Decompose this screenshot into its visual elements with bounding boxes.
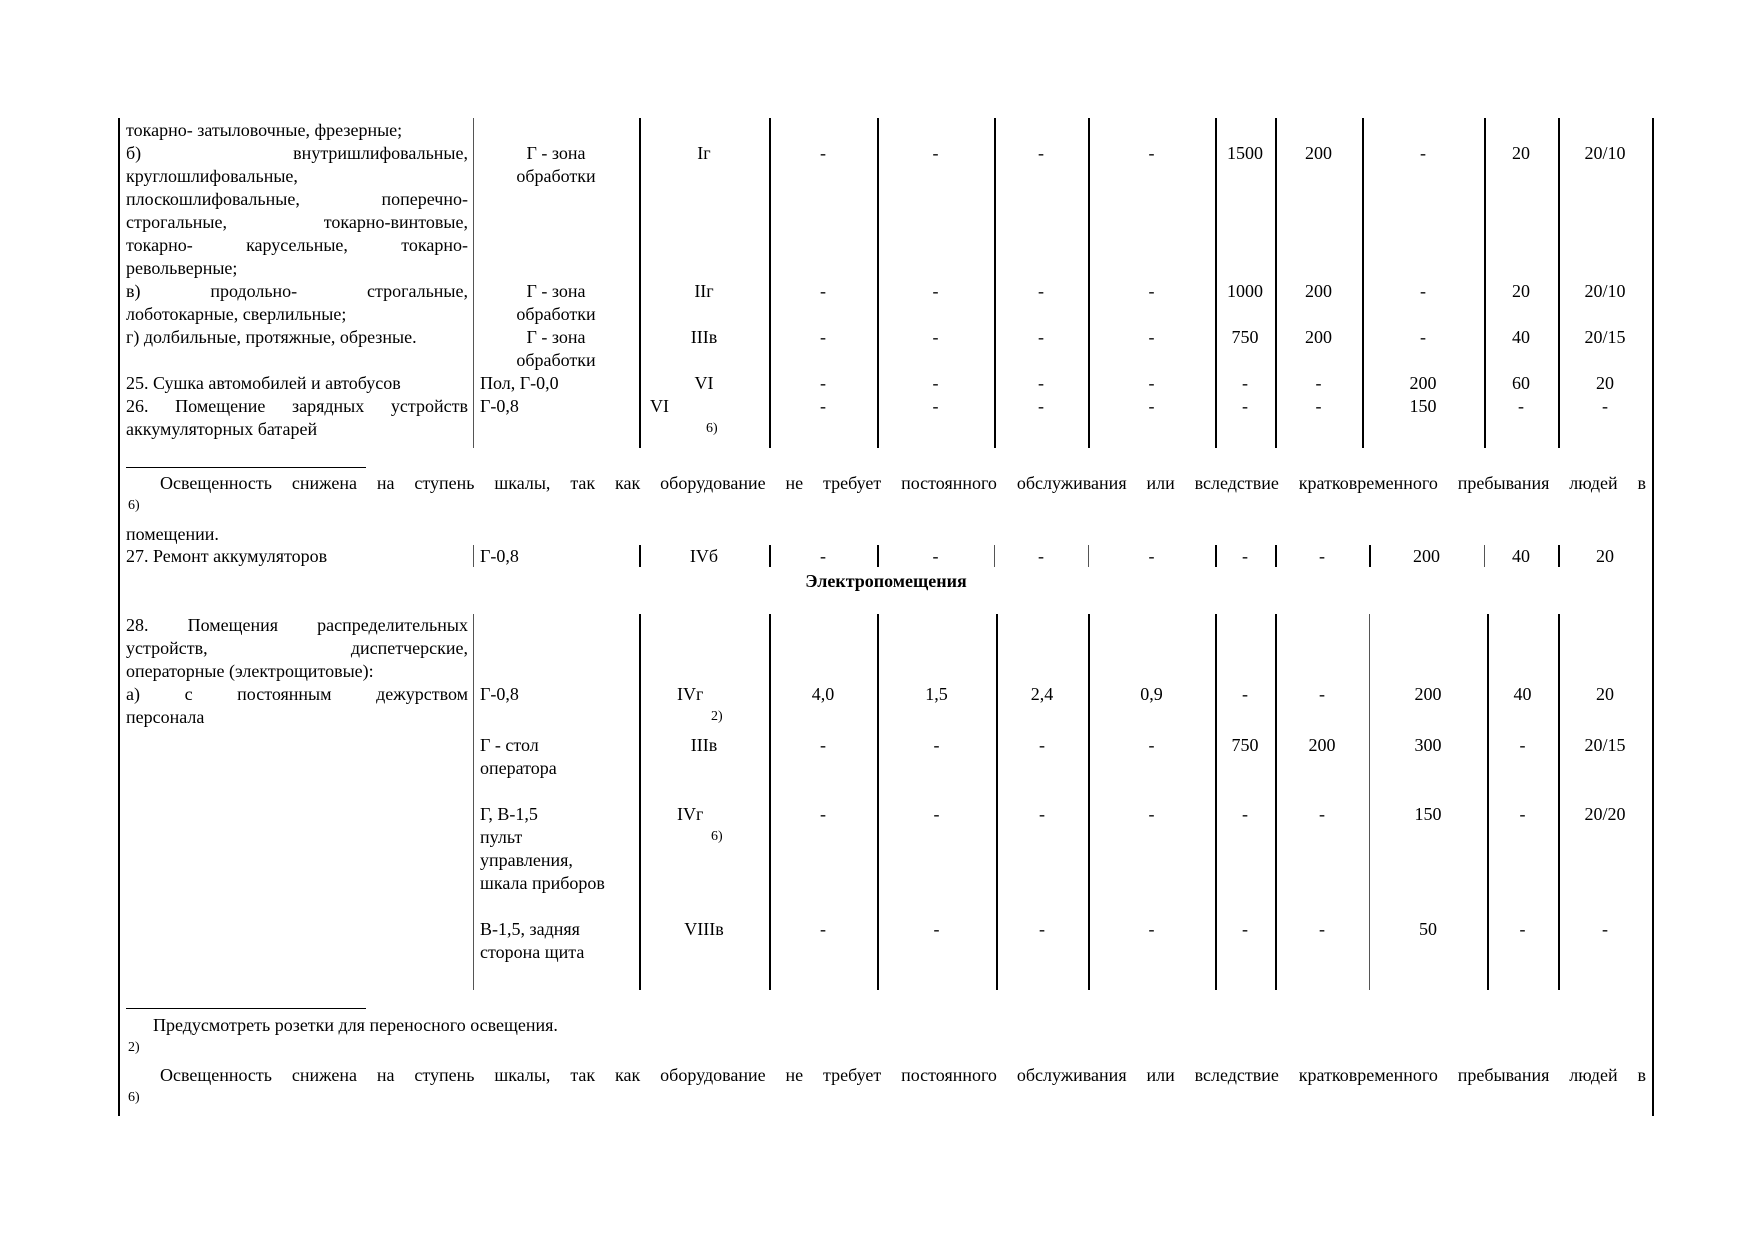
category-note: 2) [711,709,723,724]
value-cell: - [1519,735,1526,755]
row-desc: токарно- затыловочные, фрезерные; [126,120,403,140]
row-desc: в) продольно- строгальные, [126,281,468,301]
plane-cell: обработки [516,350,596,370]
category-cell: IIг [694,281,714,301]
row-desc: лоботокарные, сверлильные; [126,304,347,324]
value-cell: - [1038,396,1044,416]
plane-cell: В-1,5, задняя [480,919,580,939]
value-cell: 40 [1512,546,1530,566]
plane-cell: управления, [480,850,573,870]
value-cell: - [820,143,826,163]
col-line [1484,545,1485,567]
category-cell: VIIIв [684,919,724,939]
value-cell: - [1038,373,1044,393]
value-cell: - [820,327,826,347]
value-cell: - [1148,804,1155,824]
value-cell: - [1039,735,1045,755]
value-cell: 200 [1305,327,1332,347]
value-cell: - [1519,919,1526,939]
col-line [473,545,474,567]
row-desc: 27. Ремонт аккумуляторов [126,546,328,566]
row-desc: круглошлифовальные, [126,166,298,186]
plane-cell: Г - зона [526,281,586,301]
row-desc: 28. Помещения распределительных [126,615,468,635]
row-desc: револьверные; [126,258,238,278]
value-cell: 200 [1305,281,1332,301]
value-cell: - [932,396,939,416]
plane-cell: Г, В-1,5 [480,804,538,824]
value-cell: - [1148,327,1155,347]
value-cell: 20/20 [1584,804,1626,824]
footnote-text: Предусмотреть розетки для переносного освещения. [153,1015,558,1035]
value-cell: - [932,373,939,393]
value-cell: - [1242,684,1248,704]
value-cell: - [1518,396,1524,416]
value-cell: - [1319,804,1325,824]
col-line [473,118,474,448]
plane-cell: сторона щита [480,942,585,962]
value-cell: 0,9 [1140,684,1163,704]
row-desc: строгальные, токарно-винтовые, [126,212,468,232]
value-cell: - [1315,373,1322,393]
value-cell: - [1148,373,1155,393]
value-cell: - [820,281,826,301]
footnote-text: помещении. [126,524,219,544]
value-cell: - [1148,546,1155,566]
footnote-separator [126,1008,366,1009]
category-cell: IIIв [690,327,718,347]
plane-cell: пульт [480,827,523,847]
value-cell: - [820,735,826,755]
row-desc: 25. Сушка автомобилей и автобусов [126,373,401,393]
value-cell: 750 [1231,735,1259,755]
row-desc: а) с постоянным дежурством [126,684,468,704]
value-cell: 1,5 [925,684,948,704]
value-cell: - [820,804,826,824]
value-cell: 20/10 [1584,281,1626,301]
value-cell: - [1038,281,1044,301]
value-cell: 200 [1305,143,1332,163]
plane-cell: Г-0,8 [480,396,519,416]
value-cell: 20 [1512,143,1530,163]
value-cell: 20 [1596,684,1614,704]
plane-cell: шкала приборов [480,873,605,893]
value-cell: - [820,546,826,566]
row-desc: 26. Помещение зарядных устройств [126,396,468,416]
value-cell: 60 [1512,373,1530,393]
value-cell: - [1315,396,1322,416]
value-cell: - [1602,396,1608,416]
value-cell: - [1148,735,1155,755]
row-desc: аккумуляторных батарей [126,419,318,439]
value-cell: 4,0 [811,684,835,704]
value-cell: - [1038,327,1044,347]
value-cell: - [1319,684,1325,704]
category-cell: VI [694,373,714,393]
row-desc: операторные (электрощитовые): [126,661,374,681]
value-cell: - [1420,281,1426,301]
value-cell: 200 [1409,373,1437,393]
value-cell: 20 [1512,281,1530,301]
value-cell: - [1148,143,1155,163]
value-cell: - [1242,919,1248,939]
value-cell: - [933,735,940,755]
value-cell: - [1602,919,1608,939]
value-cell: - [1420,143,1426,163]
value-cell: 20/10 [1584,143,1626,163]
row-desc: устройств, диспетчерские, [126,638,468,658]
value-cell: - [1039,919,1045,939]
category-note: 6) [706,421,718,436]
category-cell: IVг [677,684,704,704]
footnote-mark: 2) [128,1040,140,1055]
value-cell: 20/15 [1584,735,1626,755]
value-cell: - [932,546,939,566]
value-cell: - [820,396,826,416]
plane-cell: обработки [516,166,596,186]
value-cell: - [1038,143,1044,163]
footnote-mark: 6) [128,1090,140,1105]
value-cell: 1000 [1227,281,1263,301]
value-cell: 750 [1231,327,1259,347]
value-cell: 40 [1512,327,1530,347]
value-cell: 150 [1409,396,1437,416]
value-cell: - [1319,919,1325,939]
right-border [1652,118,1654,1116]
value-cell: 150 [1414,804,1442,824]
category-cell: Iг [697,143,711,163]
footnote-text: Освещенность снижена на ступень шкалы, так как оборудование не требует постоянного обслуживания или вследствие кратковременного пребывания людей в [160,1065,1646,1085]
value-cell: 200 [1308,735,1336,755]
value-cell: 20 [1596,546,1614,566]
value-cell: - [1242,804,1248,824]
value-cell: - [1242,396,1248,416]
value-cell: - [1420,327,1426,347]
value-cell: - [933,919,940,939]
row-desc: б) внутришлифовальные, [126,143,468,163]
section-title: Электропомещения [805,571,967,591]
category-cell: IIIв [690,735,718,755]
value-cell: - [1148,396,1155,416]
value-cell: 200 [1413,546,1440,566]
footnote-mark: 6) [128,498,140,513]
col-line [1369,614,1370,990]
plane-cell: Г - зона [526,143,586,163]
value-cell: - [932,327,939,347]
category-note: 6) [711,829,723,844]
row-desc: токарно- карусельные, токарно- [126,235,468,255]
value-cell: 200 [1414,684,1442,704]
value-cell: - [1148,919,1155,939]
footnote-text: Освещенность снижена на ступень шкалы, так как оборудование не требует постоянного обслуживания или вследствие кратковременного пребывания людей в [160,473,1646,493]
category-cell: IVг [677,804,704,824]
value-cell: - [932,281,939,301]
value-cell: 20/15 [1584,327,1626,347]
value-cell: - [1242,373,1248,393]
value-cell: - [1039,804,1045,824]
value-cell: - [1038,546,1044,566]
value-cell: 50 [1419,919,1437,939]
value-cell: 40 [1513,684,1532,704]
plane-cell: Г-0,8 [480,546,519,566]
value-cell: - [1242,546,1248,566]
plane-cell: Г - стол [480,735,539,755]
value-cell: 20 [1596,373,1614,393]
plane-cell: Г - зона [526,327,586,347]
value-cell: - [1519,804,1526,824]
value-cell: - [1148,281,1155,301]
value-cell: - [820,373,826,393]
col-line [994,545,995,567]
category-cell: IVб [689,546,719,566]
left-border [118,118,120,1116]
plane-cell: Г-0,8 [480,684,519,704]
value-cell: - [820,919,826,939]
row-desc: плоскошлифовальные, поперечно- [126,189,468,209]
value-cell: 2,4 [1030,684,1054,704]
value-cell: - [1319,546,1325,566]
row-desc: персонала [126,707,205,727]
plane-cell: Пол, Г-0,0 [480,373,559,393]
category-cell: VI [650,396,669,416]
row-desc: г) долбильные, протяжные, обрезные. [126,327,417,347]
value-cell: - [932,143,939,163]
value-cell: - [933,804,940,824]
plane-cell: оператора [480,758,557,778]
col-line [473,614,474,990]
col-line [1088,545,1089,567]
footnote-separator [126,467,366,468]
plane-cell: обработки [516,304,596,324]
value-cell: 300 [1414,735,1442,755]
value-cell: 1500 [1227,143,1263,163]
